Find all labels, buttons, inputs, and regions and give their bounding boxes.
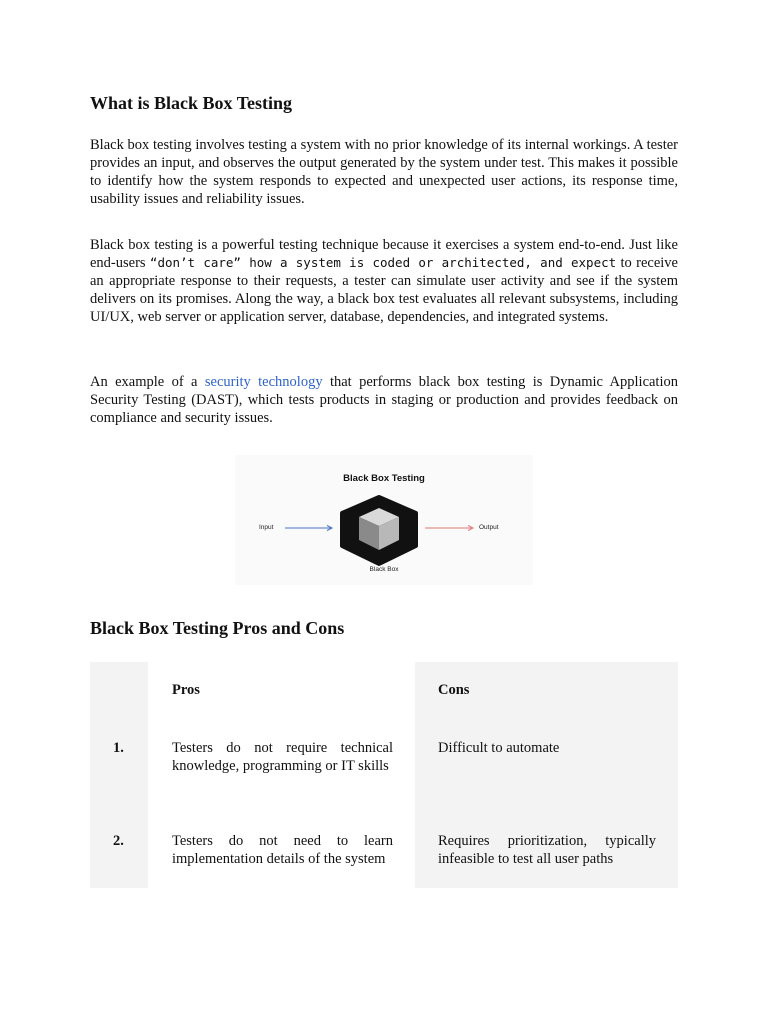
paragraph-example <box>90 373 678 427</box>
pros-cons-table <box>90 662 678 888</box>
table-row-2-cons: Requires prioritization, typically infeasible to test all user paths <box>438 833 656 867</box>
paragraph-technique-end: to receive an appropriate response to their requests, a tester can simulate user activity and see if the system delivers on its promises. Along the way, a black box test evaluates all relevant subsystems, including UI/UX, web server or application server, database, dependencies, and integrated systems. <box>90 255 678 325</box>
table-header-pros: Pros <box>172 682 200 698</box>
table-number-column <box>90 662 148 888</box>
table-row-1-pros: Testers do not require technical knowledge, programming or IT skills <box>172 740 393 774</box>
paragraph-definition: Black box testing involves testing a system with no prior knowledge of its internal workings. A tester provides an input, and observes the output generated by the system under test. This makes it possible to identify how the system responds to expected and unexpected user actions, its response time, usability issues and reliability issues. <box>90 137 678 207</box>
table-row-2-number: 2. <box>113 833 124 849</box>
paragraph-technique <box>90 236 678 326</box>
table-row-1-cons: Difficult to automate <box>438 740 560 756</box>
table-row-2-pros: Testers do not need to learn implementation details of the system <box>172 833 393 867</box>
security-technology-link[interactable]: security technology <box>204 374 323 390</box>
diagram-box-label: Black Box <box>369 566 399 573</box>
section-heading-pros-cons: Black Box Testing Pros and Cons <box>90 618 345 638</box>
paragraph-technique-mono: “don’t care” how a system is coded or architected, and expect <box>149 255 617 270</box>
output-arrow <box>425 526 473 531</box>
diagram-input-label: Input <box>259 524 274 531</box>
table-header-cons: Cons <box>438 682 470 698</box>
table-row-1-number: 1. <box>113 740 124 756</box>
black-box-diagram <box>235 455 533 585</box>
diagram-title: Black Box Testing <box>343 473 425 484</box>
paragraph-technique-start: Black box testing is a powerful testing technique because it exercises a system end-to-end. Just like end-users <box>90 237 678 271</box>
black-box-icon <box>342 497 416 564</box>
section-heading-what-is: What is Black Box Testing <box>90 93 293 113</box>
paragraph-example-end: that performs black box testing is Dynamic Application Security Testing (DAST), which tests products in staging or production and provides feedback on compliance and security issues. <box>90 374 678 426</box>
paragraph-example-start: An example of a <box>90 374 205 390</box>
input-arrow <box>285 526 332 531</box>
diagram-output-label: Output <box>479 524 499 531</box>
